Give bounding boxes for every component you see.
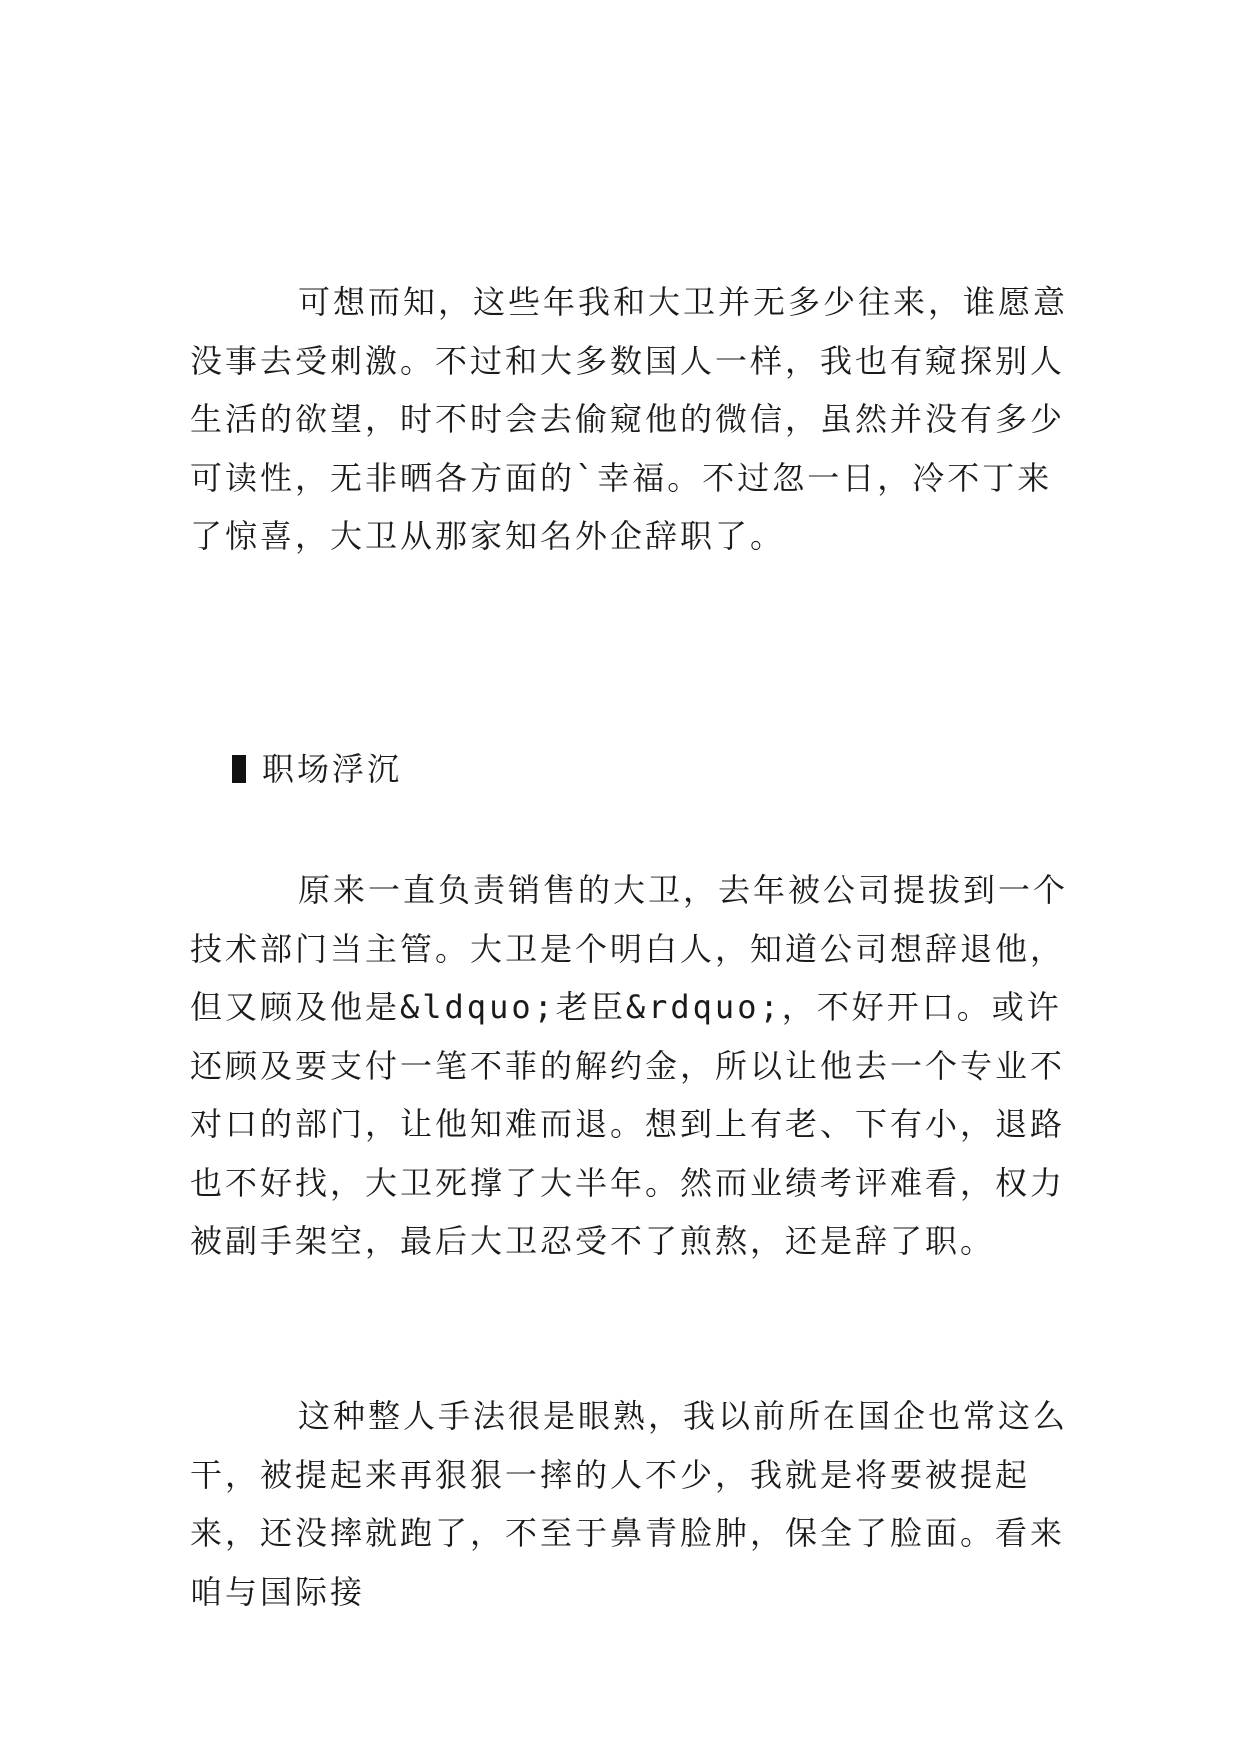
heading-marker-icon [232,755,246,783]
paragraph-1: 可想而知，这些年我和大卫并无多少往来，谁愿意没事去受刺激。不过和大多数国人一样，我也有窥探别人生活的欲望，时不时会去偷窥他的微信，虽然并没有多少可读性，无非晒各方面的`幸福。不过忽一日，冷不丁来了惊喜，大卫从那家知名外企辞职了。 [190,283,1069,555]
section-heading-text: 职场浮沉 [262,750,403,788]
paragraph-3: 这种整人手法很是眼熟，我以前所在国企也常这么干，被提起来再狠狠一摔的人不少，我就是将要被提起来，还没摔就跑了，不至于鼻青脸肿，保全了脸面。看来咱与国际接 [190,1397,1069,1611]
paragraph-2: 原来一直负责销售的大卫，去年被公司提拔到一个技术部门当主管。大卫是个明白人，知道公司想辞退他，但又顾及他是&ldquo;老臣&rdquo;，不好开口。或许还顾及要支付一笔不菲的解约金，所以让他去一个专业不对口的部门，让他知难而退。想到上有老、下有小，退路也不好找，大卫死撑了大半年。然而业绩考评难看，权力被副手架空，最后大卫忍受不了煎熬，还是辞了职。 [190,871,1069,1260]
section-heading [232,749,402,789]
